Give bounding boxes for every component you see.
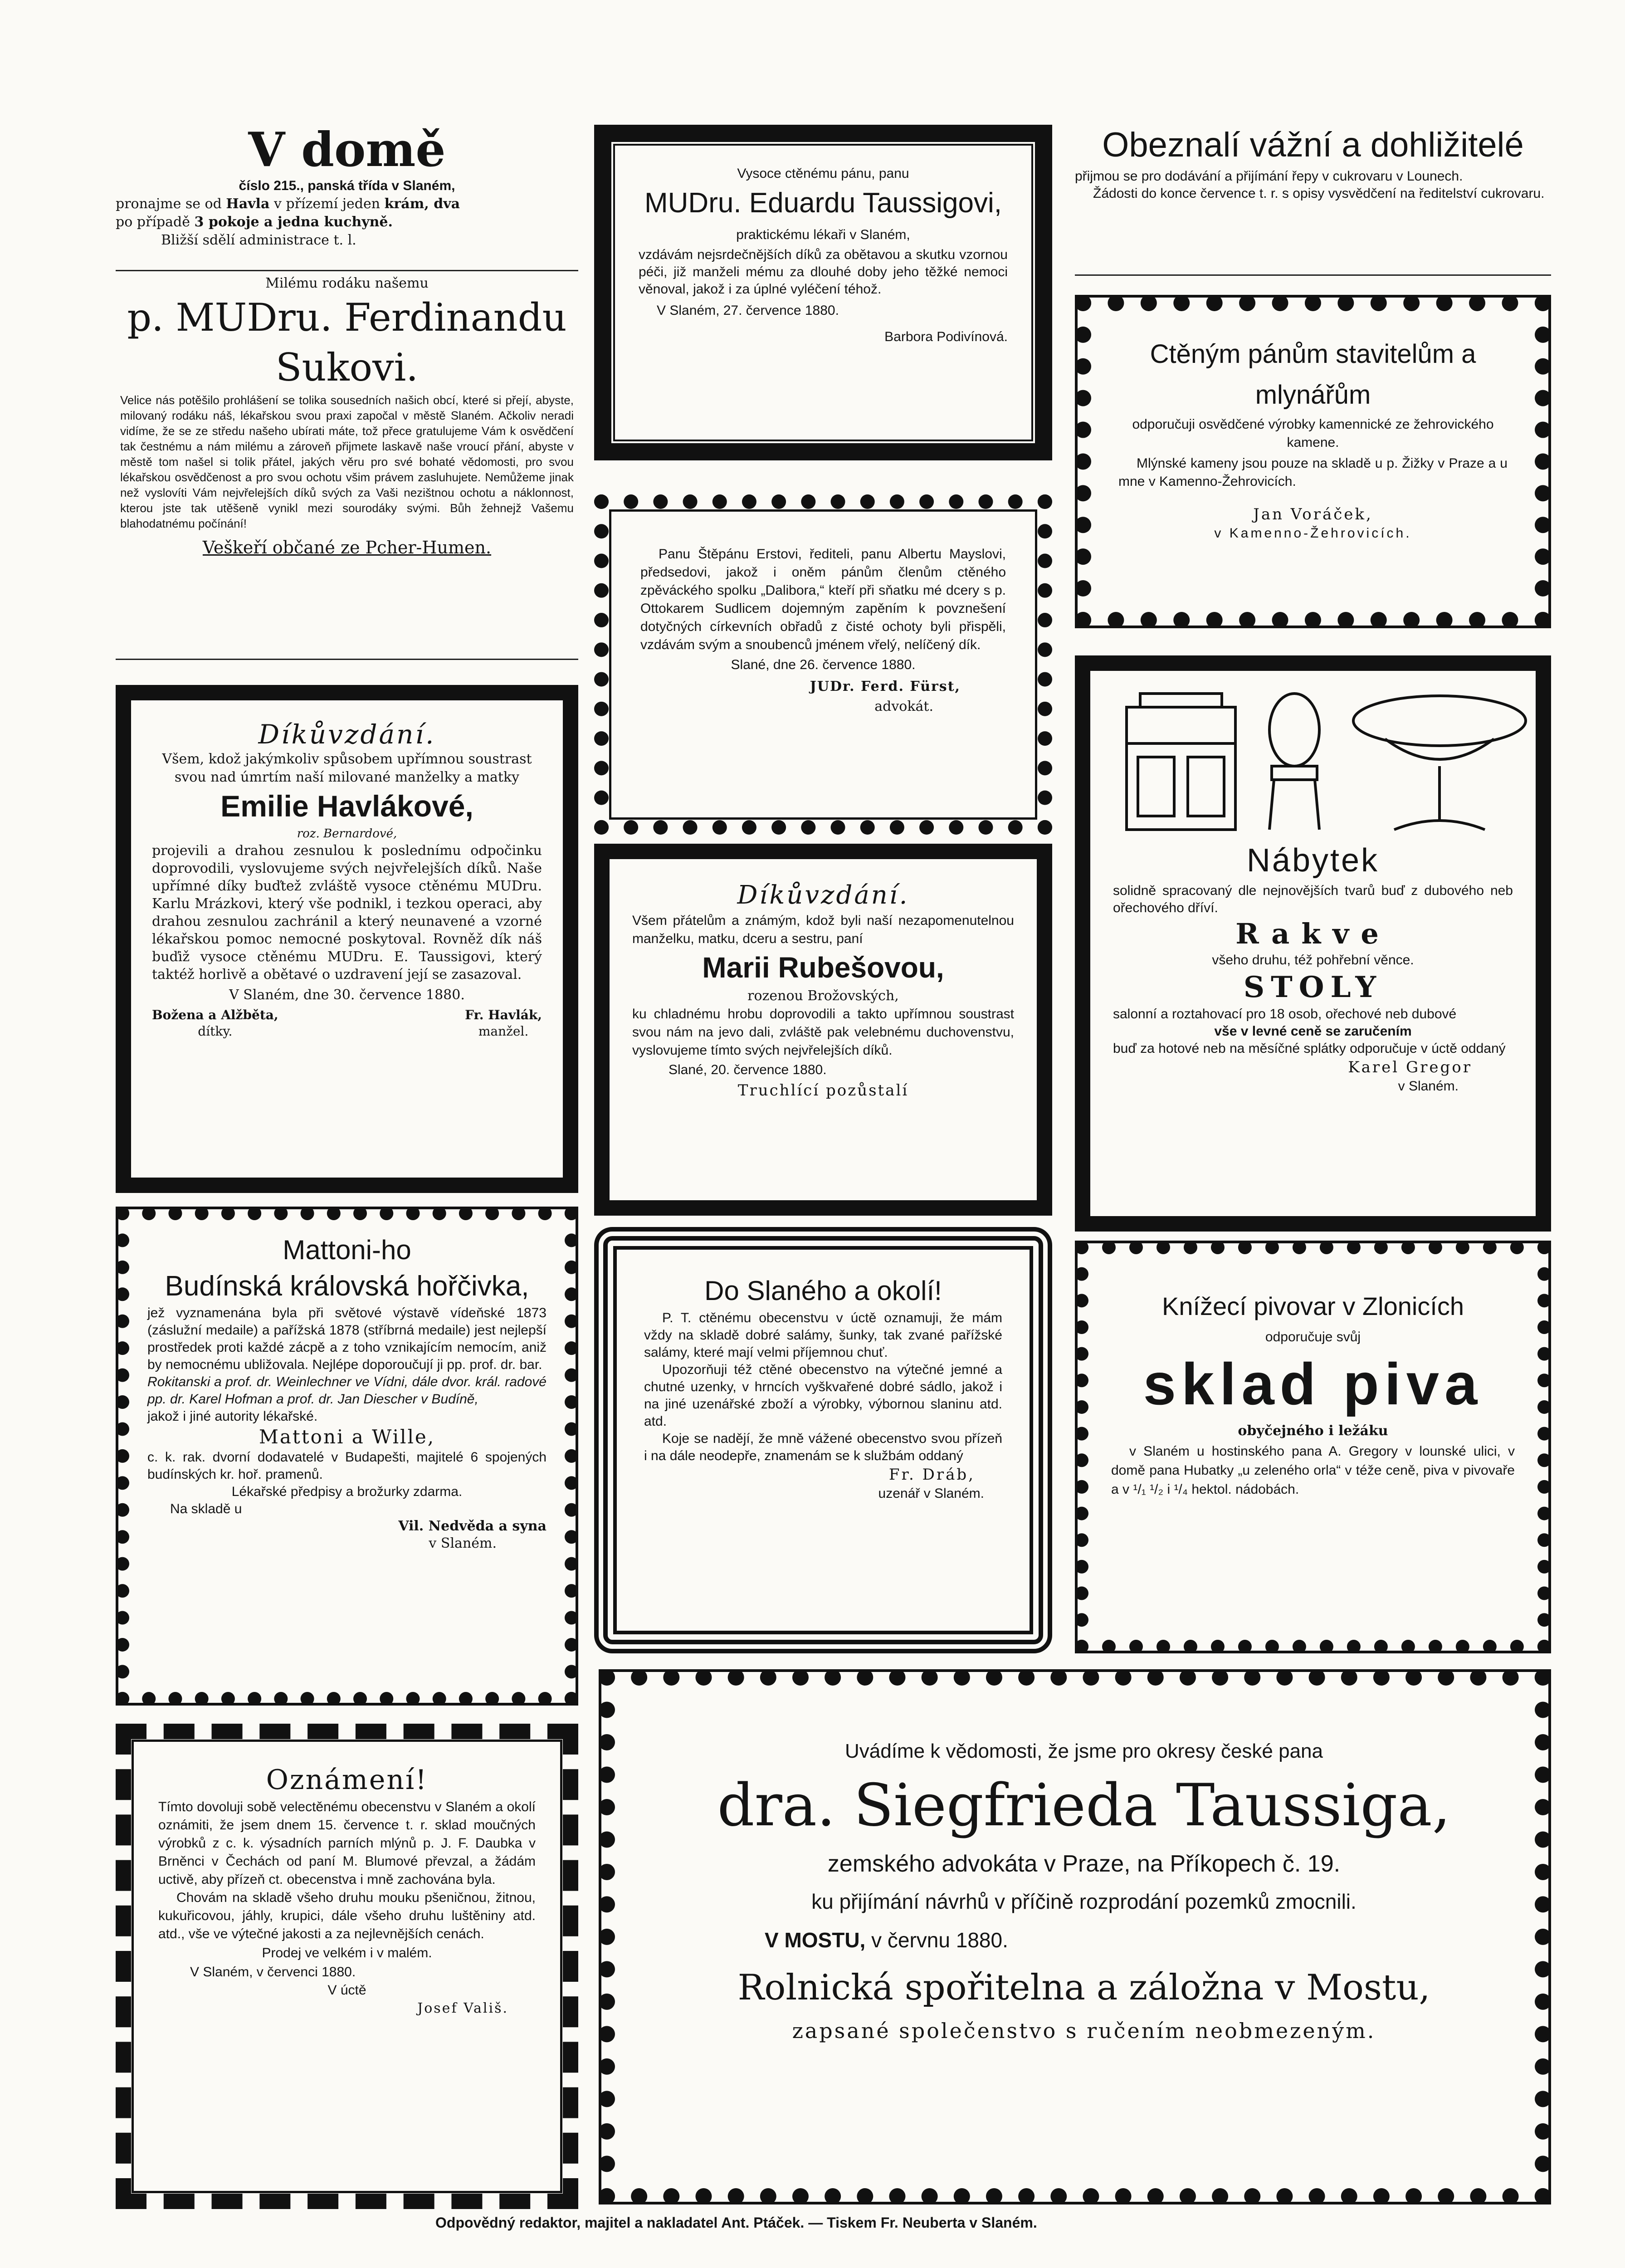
ad-title: MUDru. Eduardu Taussigovi, (644, 187, 1002, 219)
place: V MOSTU, (765, 1928, 866, 1952)
ad-v-dome: V domě číslo 215., panská třída v Slaném, pronajme se od Havla v přízemí jeden krám, dva po případě 3 pokoje a jedna kuchyně. Bližší sdělí administrace t. l. (116, 122, 578, 268)
ad-body: v Slaném u hostinského pana A. Gregory v lounské ulici, v domě pana Hubatky „u zeleného orla“ v téže ceně, piva v pivovaře a v ¹/₁ ¹/₂ i ¹/₄ hektol. nádobách. (1111, 1444, 1515, 1497)
ad-title: Obeznalí vážní a dohližitelé (1102, 126, 1524, 164)
ad-body: ku chladnému hrobu doprovodili a takto upřímnou soustrast svou nám na jevo dali, zvláště pak velebnému duchovenstvu, vyslovujeme tímto svých nejvřelejších díků. (632, 1007, 1014, 1058)
ad-body: jež vyznamenána byla při světové výstavě vídeňské 1873 (záslužní medaile) a pařížská 1878 (stříbrná medaile) jest nejlepší prostředek proti každé zácpě a z toho vznikajícím nemocím, aniž by nemocnému ubližovala. Nejlépe doporoučují ji pp. prof. dr. bar. (147, 1305, 547, 1372)
ad-body: P. T. ctěnému obecenstvu v úctě oznamuji, že mám vždy na skladě dobré salámy, šunky, tak zvané pařížské salámy, které mají velmi příjemnou chuť. (644, 1310, 1002, 1360)
ad-title: Díkůvzdání. (258, 719, 436, 750)
ad-gregor: Nábytek solidně spracovaný dle nejnovějších tvarů buď z dubového neb ořechového dříví. Rakve všeho druhu, též pohřební věnce. STOLY salonní a roztahovací pro 18 osob, ořechové neb dubové vše v levné ceně se zaručením buď za hotové neb na měsíčné splátky odporučuje v úctě oddaný Karel Gregor v Slaném. (1075, 655, 1551, 1232)
cabinet-icon (1127, 694, 1235, 830)
furniture-illustration (1113, 689, 1539, 839)
ad-mattoni: Mattoni-ho Budínská královská hořčivka, jež vyznamenána byla při světové výstavě vídeňské 1873 (záslužní medaile) a pařížská 1878 (stříbrná medaile) jest nejlepší prostředek proti každé zácpě a z toho vznikajícím nemocím, aniž by nemocnému ubližovala. Nejlépe doporoučují ji pp. prof. dr. bar. Rokitanski a prof. dr. Weinlechner ve Vídni, dále dvor. král. radové pp. dr. Karel Hofman a prof. dr. Jan Diescher v Budíně, jakož i jiné autority lékařské. Mattoni a Wille, c. k. rak. dvorní dodavatelé v Budapešti, majitelé 6 spojených budínských kr. hoř. pramenů. Lékařské předpisy a brožurky zdarma. Na skladě u Vil. Nedvěda a syna v Slaném. (116, 1207, 578, 1706)
ad-taussigovi: Vysoce ctěnému pánu, panu MUDru. Eduardu Taussigovi, praktickému lékaři v Slaném, vzdávám nejsrdečnějších díků za obětavou a skutku vzornou péči, již manželi mému za dlouhé doby jeho těžké nemoci věnoval, jakož i za úplné vyléčení téhož. V Slaném, 27. července 1880. Barbora Podivínová. (594, 125, 1052, 460)
divider (1075, 274, 1551, 276)
imprint-footer: Odpovědný redaktor, majitel a nakladatel Ant. Ptáček. — Tiskem Fr. Neuberta v Slaném. (435, 2214, 1037, 2231)
ad-dohlizitele: Obeznalí vážní a dohližitelé přijmou se pro dodávání a přijímání řepy v cukrovaru v Lounech. Žádosti do konce července t. r. s opisy vysvědčení na ředitelství cukrovaru. (1075, 122, 1551, 268)
ad-title: Díkůvzdání. (737, 880, 909, 910)
ad-havlakove: Díkůvzdání. Všem, kdož jakýmkoliv spůsobem upřímnou soustrast svou nad úmrtím naší milované manželky a matky Emilie Havlákové, roz. Bernardové, projevili a drahou zesnulou k poslednímu odpočinku doprovodili, vyslovujeme svých nejvřelejších díků. Naše upřímné díky buďtež zvláště vysoce ctěnému MUDru. Karlu Mrázkovi, který vše podnikl, i tezkou operaci, aby drahou zesnulou zachránil a který neunavené a vzorné lékařskou pomoc nemocné poskytoval. Rovněž dík náš buďiž vysoce ctěnému MUDru. E. Taussigovi, který taktéž horlivě a obětavé o uzdravení její se zasazoval. V Slaném, dne 30. července 1880. Božena a Alžběta, dítky. Fr. Havlák, manžel. (116, 685, 578, 1193)
ad-title: Knížecí pivovar v Zlonicích (1161, 1292, 1464, 1320)
ad-title: p. MUDru. Ferdinandu Sukovi. (127, 295, 567, 390)
ad-body: Velice nás potěšilo prohlášení se tolika sousedních našich obcí, které si přejí, abyste, milovaný rodáku náš, lékařskou svou praxi započal v městě Slaném. Ačkoliv neradi vidíme, že se ze středu našeho ubírati máte, tož přece gratulujeme Vám k osvědčení tak čestnému a nám milému a zároveň přijmete laskavě naše vroucí přání, abyste v městě tom našel si tolik přátel, jakých věru pro své bohaté vědomosti, pro svou lékařskou osvědčenost a pro svou ochotu všim právem zasluhujete. Nemůžeme jinak než vyslovíti Vám nejvřelejších díků svých za Vaši nezištnou ochotu a náklonnost, kterou jste tak utěšeně vynikl mezi sourodáky svými. Bůh žehnejž Vašemu blahodatnému počínání! (120, 393, 574, 530)
table-icon (1353, 696, 1526, 830)
ad-title: Do Slaného a okolí! (704, 1276, 942, 1306)
ad-voracek: Ctěným pánům stavitelům a mlynářům odporučuji osvědčené výrobky kamennické ze žehrovického kamene. Mlýnské kameny jsou pouze na skladě u p. Žižky v Praze a u mne v Kamenno-Žehrovicích. Jan Voráček, v Kamenno-Žehrovicích. (1075, 295, 1551, 628)
ad-title: Mattoni-ho (283, 1235, 411, 1265)
chair-icon (1269, 694, 1319, 830)
beer-heading: sklad piva (1143, 1351, 1483, 1417)
ad-sukovi: Milému rodáku našemu p. MUDru. Ferdinandu Sukovi. Velice nás potěšilo prohlášení se tolika sousedních našich obcí, které si přejí, abyste, milovaný rodáku náš, lékařskou svou praxi započal v městě Slaném. Ačkoliv neradi vidíme, že se ze středu našeho ubírati máte, tož přece gratulujeme Vám k osvědčení tak čestnému a nám milému a zároveň přijmete laskavě naše vroucí přání, abyste v městě tom našel si tolik přátel, jakých věru pro své bohaté vědomosti, pro svou lékařskou osvědčenost a pro svou ochotu všim právem zasluhujete. Nemůžeme jinak než vyslovíti Vám nejvřelejších díků svých za Vaši nezištnou ochotu a náklonnost, kterou jste tak utěšeně vynikl mezi sourodáky svými. Bůh žehnejž Vašemu blahodatnému počínání! Veškeří občané ze Pcher-Humen. (116, 274, 578, 660)
lawyer-name: dra. Siegfrieda Taussiga, (717, 1772, 1451, 1839)
deceased-name: Emilie Havlákové, (220, 789, 473, 823)
ad-taussig: Uvádíme k vědomosti, že jsme pro okresy české pana dra. Siegfrieda Taussiga, zemského advokáta v Praze, na Příkopech č. 19. ku přijímání návrhů v příčině rozprodání pozemků zmocnili. V MOSTU, v červnu 1880. Rolnická spořitelna a záložna v Mostu, zapsané společenstvo s ručením neobmezeným. (599, 1669, 1551, 2204)
divider (116, 659, 578, 660)
ad-body: Tímto dovoluji sobě velectěnému obecenstvu v Slaném a okolí oznámiti, že jsem dnem 15. července t. r. sklad moučných výrobků z c. k. výsadních parních mlýnů p. J. F. Daubka v Brněnci v Čechách od paní M. Blumové převzal, a žádám uctivě, aby přízeň ct. obecenstva i mně zachována byla. (158, 1799, 536, 1887)
ad-drab: Do Slaného a okolí! P. T. ctěnému obecenstvu v úctě oznamuji, že mám vždy na skladě dobré salámy, šunky, tak zvané pařížské salámy, které mají velmi příjemnou chuť. Upozorňuji též ctěné obecenstvo na výtečné jemné a chutné uzenky, v hrncích vyškvařené dobré sádlo, jakož i na jiné uzenářské zboží a výrobky, výbornou slaninu atd. atd. Koje se nadějí, že mně vážené obecenstvo svou přízeň i na dále neodepře, znamenám se k službám oddaný Fr. Dráb, uzenář v Slaném. (594, 1227, 1052, 1653)
deceased-name: Marii Rubešovou, (702, 951, 944, 984)
tables-heading: STOLY (1243, 970, 1383, 1004)
ad-body: Panu Štěpánu Erstovi, řediteli, panu Albertu Mayslovi, předsedovi, jakož i oněm pánům členům ctěného zpěváckého spolku „Dalibora,“ kteří při sňatku mé dcery s p. Ottokarem Sudlicem dojemným zapěním k povznešení dotyčných církevních obřadů z čisté ochoty byli přispěli, vzdávám svým a snoubenců jménem vřelý, nelíčený dík. (640, 547, 1006, 652)
ad-title: Ctěným pánům stavitelům a mlynářům (1150, 339, 1476, 410)
house-number: číslo 215. (239, 178, 300, 193)
ad-valis: Oznámení! Tímto dovoluji sobě velectěnému obecenstvu v Slaném a okolí oznámiti, že jsem dnem 15. července t. r. sklad moučných výrobků z c. k. výsadních parních mlýnů p. J. F. Daubka v Brněnci v Čechách od paní M. Blumové převzal, a žádám uctivě, aby přízeň ct. obecenstva i mně zachována byla. Chovám na skladě všeho druhu mouku pšeničnou, žitnou, kukuřicovou, jáhly, krupici, dále všeho druhu luštěniny atd. atd., vše ve výtečné jakosti a za nejlevnějších cenách. Prodej ve velkém i v malém. V Slaném, v červenci 1880. V úctě Josef Vališ. (116, 1724, 578, 2209)
coffins-heading: Rakve (1235, 917, 1391, 950)
ad-title: Oznámení! (266, 1764, 428, 1796)
ad-body: vzdávám nejsrdečnějších díků za obětavou a skutku vzornou péči, již manželi mému za dlouhé doby jeho těžké nemoci věnoval, jakož i za úplné vyléčení téhož. (639, 247, 1008, 297)
ad-body: projevili a drahou zesnulou k poslednímu odpočinku doprovodili, vyslovujeme svých nejvřelejších díků. Naše upřímné díky buďtež zvláště vysoce ctěnému MUDru. Karlu Mrázkovi, který vše podnikl, i tezkou operaci, aby drahou zesnulou zachránil a který neunavené a vzorné lékařskou pomoc nemocné poskytoval. Rovněž dík náš buďiž vysoce ctěnému MUDru. E. Taussigovi, který taktéž horlivě a obětavé o uzdravení její se zasazoval. (152, 843, 542, 982)
ad-title: V domě (248, 122, 446, 177)
ad-pivovar: Knížecí pivovar v Zlonicích odporučuje svůj sklad piva obyčejného i ležáku v Slaném u hostinského pana A. Gregory v lounské ulici, v domě pana Hubatky „u zeleného orla“ v téže ceně, piva v pivovaře a v ¹/₁ ¹/₂ i ¹/₄ hektol. nádobách. (1075, 1241, 1551, 1653)
ad-erst: Panu Štěpánu Erstovi, řediteli, panu Albertu Mayslovi, předsedovi, jakož i oněm pánům členům ctěného zpěváckého spolku „Dalibora,“ kteří při sňatku mé dcery s p. Ottokarem Sudlicem dojemným zapěním k povznešení dotyčných církevních obřadů z čisté ochoty byli přispěli, vzdávám svým a snoubenců jménem vřelý, nelíčený dík. Slané, dne 26. července 1880. JUDr. Ferd. Fürst, advokát. (594, 494, 1052, 835)
ad-title: Nábytek (1246, 842, 1380, 879)
bank-name: Rolnická spořitelna a záložna v Mostu, (737, 1967, 1430, 2008)
divider (116, 270, 578, 271)
ad-rubesova: Díkůvzdání. Všem přátelům a známým, kdož byli naší nezapomenutelnou manželku, matku, dceru a sestru, paní Marii Rubešovou, rozenou Brožovských, ku chladnému hrobu doprovodili a takto upřímnou soustrast svou nám na jevo dali, zvláště pak velebnému duchovenstvu, vyslovujeme tímto svých nejvřelejších díků. Slané, 20. července 1880. Truchlící pozůstalí (594, 844, 1052, 1216)
